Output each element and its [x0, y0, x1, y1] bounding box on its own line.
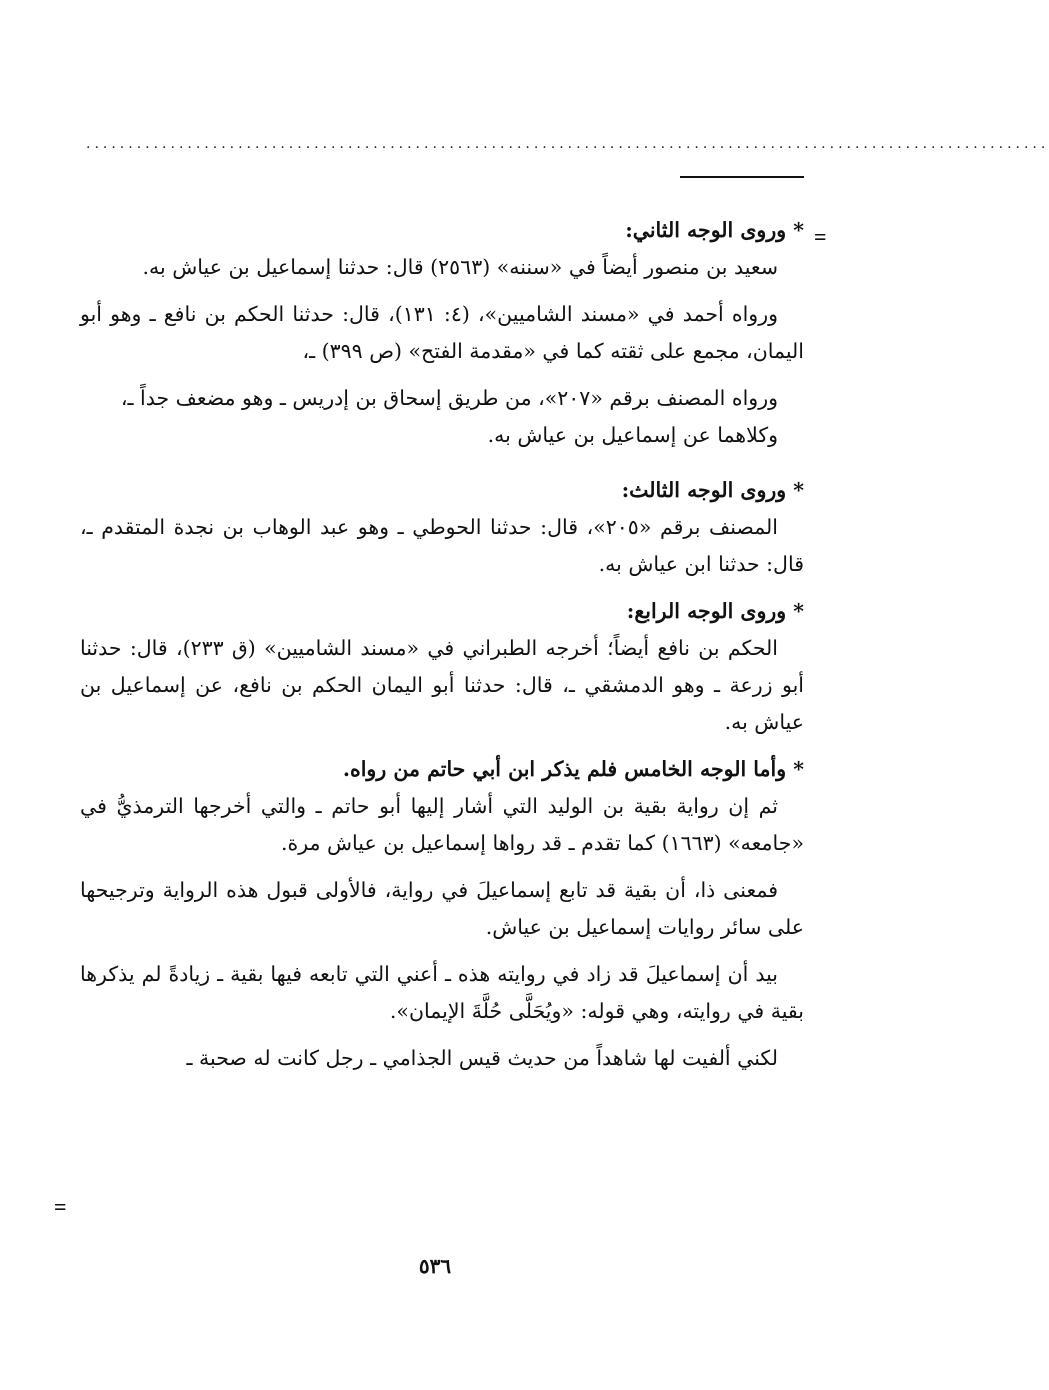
paragraph: سعيد بن منصور أيضاً في «سننه» (٢٥٦٣) قال: حدثنا إسماعيل بن عياش به.	[142, 255, 778, 279]
paragraph: وكلاهما عن إسماعيل بن عياش به.	[487, 423, 778, 447]
continuation-mark-bottom: =	[54, 1194, 67, 1219]
paragraph: الحكم بن نافع أيضاً؛ أخرجه الطبراني في «مسند الشاميين» (ق ٢٣٣)، قال: حدثنا أبو زرعة ـ وهو الدمشقي ـ، قال: حدثنا أبو اليمان الحكم بن نافع، عن إسماعيل بن عياش به.	[80, 636, 804, 734]
heading-fourth-variant: * وروى الوجه الرابع:	[626, 599, 804, 623]
dotted-separator: ..................................................................................................................	[86, 136, 1049, 152]
heading-third-variant: * وروى الوجه الثالث:	[621, 478, 804, 502]
heading-second-variant: * وروى الوجه الثاني:	[625, 218, 804, 242]
page-number: ٥٣٦	[418, 1254, 452, 1278]
paragraph: بيد أن إسماعيلَ قد زاد في روايته هذه ـ أعني التي تابعه فيها بقية ـ زيادةً لم يذكرها بقية في روايته، وهي قوله: «ويُحَلَّى حُلَّةَ الإيمان».	[80, 962, 804, 1023]
paragraph: المصنف برقم «٢٠٥»، قال: حدثنا الحوطي ـ وهو عبد الوهاب بن نجدة المتقدم ـ، قال: حدثنا ابن عياش به.	[80, 515, 804, 576]
paragraph: ورواه المصنف برقم «٢٠٧»، من طريق إسحاق بن إدريس ـ وهو مضعف جداً ـ،	[120, 386, 778, 410]
footnote-text	[80, 212, 804, 1077]
heading-fifth-variant: * وأما الوجه الخامس فلم يذكر ابن أبي حاتم من رواه.	[342, 757, 804, 781]
paragraph: ثم إن رواية بقية بن الوليد التي أشار إليها أبو حاتم ـ والتي أخرجها الترمذيُّ في «جامعه» (١٦٦٣) كما تقدم ـ قد رواها إسماعيل بن عياش مرة.	[80, 794, 804, 855]
paragraph: لكني ألفيت لها شاهداً من حديث قيس الجذامي ـ رجل كانت له صحبة ـ	[186, 1046, 778, 1070]
footnote-rule	[680, 176, 804, 178]
paragraph: فمعنى ذا، أن بقية قد تابع إسماعيلَ في رواية، فالأولى قبول هذه الرواية وترجيحها على سائر روايات إسماعيل بن عياش.	[80, 878, 804, 939]
paragraph: ورواه أحمد في «مسند الشاميين»، (٤: ١٣١)، قال: حدثنا الحكم بن نافع ـ وهو أبو اليمان، مجمع على ثقته كما في «مقدمة الفتح» (ص ٣٩٩) ـ،	[80, 302, 804, 363]
continuation-mark-top: =	[814, 224, 827, 249]
